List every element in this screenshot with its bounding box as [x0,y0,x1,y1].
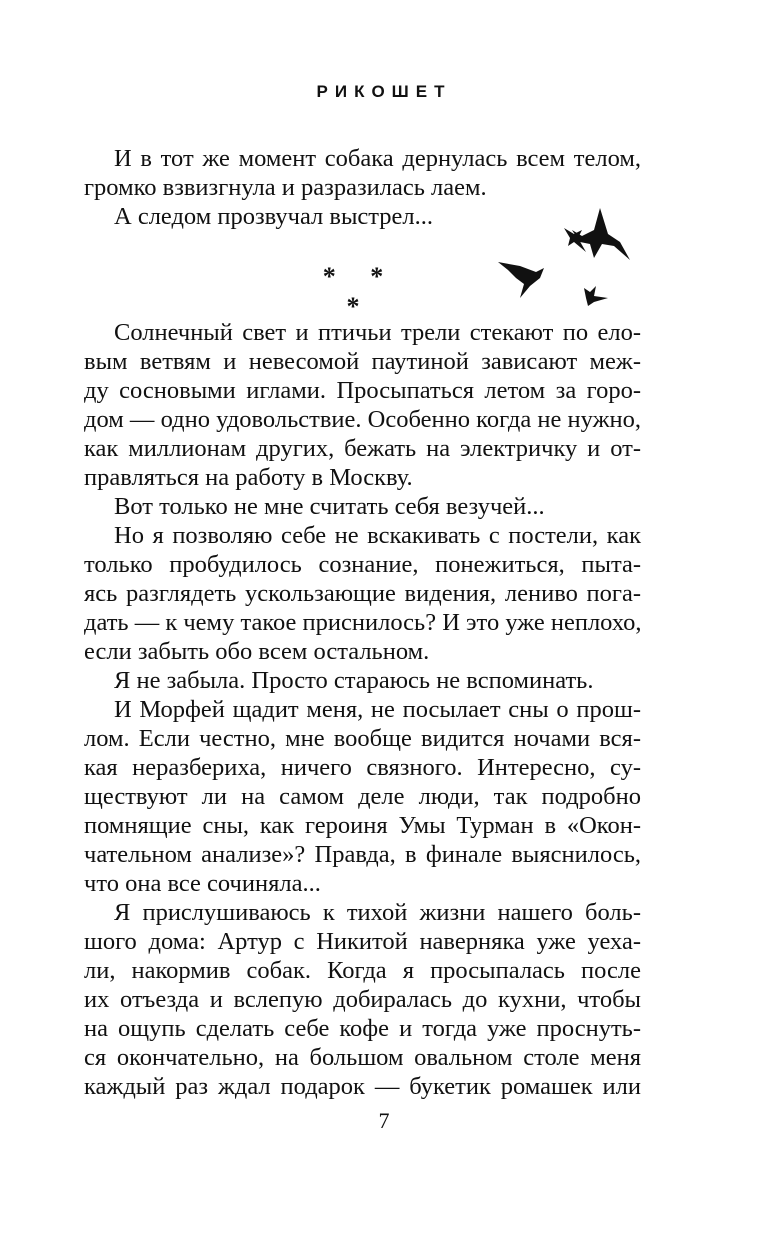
text-line: помнящие сны, как героиня Умы Турман в «Окон- [84,812,641,839]
text-line: каждый раз ждал подарок — букетик ромашек или [84,1073,641,1100]
text-line: лом. Если честно, мне вообще видится ночами вся- [84,725,641,752]
text-line: Но я позволяю себе не вскакивать с постели, как [114,522,641,549]
text-line: дать — к чему такое приснилось? И это уже неплохо, [84,609,642,636]
text-line: ся окончательно, на большом овальном столе меня [84,1044,641,1071]
text-line: правляться на работу в Москву. [84,464,413,491]
text-line: чательном анализе»? Правда, в финале выяснилось, [84,841,641,868]
text-line: кая неразбериха, ничего связного. Интересно, су- [84,754,641,781]
text-line: ществуют ли на самом деле люди, так подробно [84,783,641,810]
section-2-text [84,318,641,1101]
text-line: А следом прозвучал выстрел... [114,203,434,230]
text-line: если забыть обо всем остальном. [84,638,430,665]
text-line: что она все сочиняла... [84,870,321,897]
bird-icon [572,208,630,260]
text-line: ясь разглядеть ускользающие видения, лениво пога- [84,580,641,607]
text-line: Солнечный свет и птичьи трели стекают по ело- [114,319,641,346]
flying-birds-illustration [490,200,640,320]
page-number: 7 [378,1108,390,1133]
text-line: Я не забыла. Просто стараюсь не вспоминать. [114,667,594,694]
text-line: на ощупь сделать себе кофе и тогда уже проснуть- [84,1015,641,1042]
bird-icon [584,286,608,306]
text-line: ли, накормив собак. Когда я просыпалась после [84,957,641,984]
text-line: И Морфей щадит меня, не посылает сны о прош- [114,696,641,723]
section-separator: * * * [322,262,398,321]
bird-icon [498,262,544,298]
text-line: Я прислушиваюсь к тихой жизни нашего боль- [114,899,641,926]
text-line: шого дома: Артур с Никитой наверняка уже уеха- [84,928,641,955]
text-line: И в тот же момент собака дернулась всем телом, [114,145,641,172]
text-line: ду сосновыми иглами. Просыпаться летом за горо- [84,377,641,404]
text-line: только пробудилось сознание, понежиться, пыта- [84,551,641,578]
text-line: как миллионам других, бежать на электричку и от- [84,435,641,462]
text-line: громко взвизгнула и разразилась лаем. [84,174,487,201]
running-title: РИКОШЕТ [316,82,452,101]
text-line: вым ветвям и невесомой паутиной зависают меж- [84,348,641,375]
text-line: их отъезда и вслепую добиралась до кухни, чтобы [84,986,641,1013]
text-line: дом — одно удовольствие. Особенно когда не нужно, [84,406,641,433]
text-line: Вот только не мне считать себя везучей... [114,493,545,520]
